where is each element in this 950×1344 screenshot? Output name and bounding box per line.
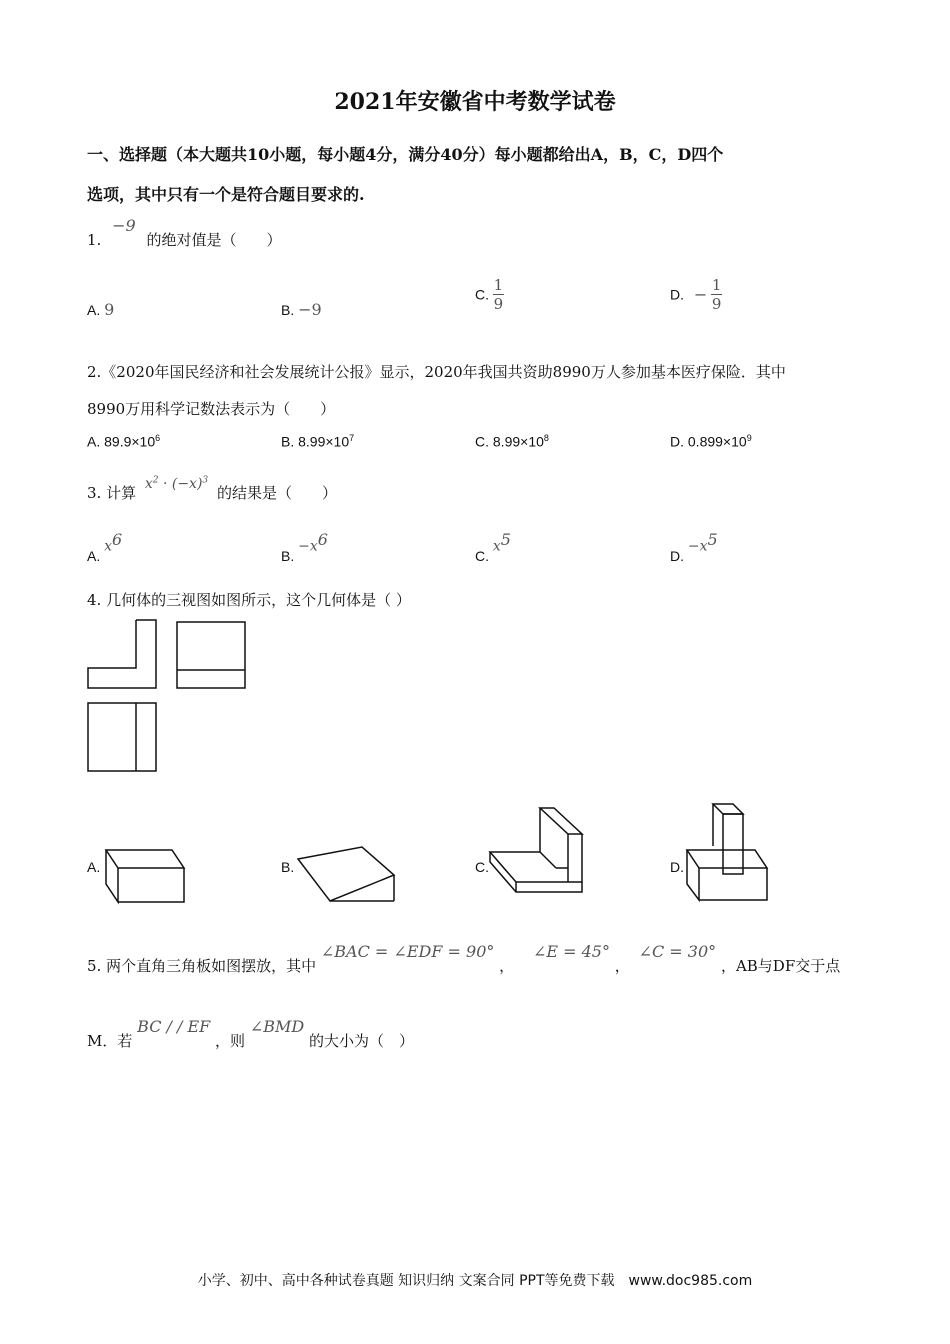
- option-label: B.: [281, 302, 295, 318]
- option-label: D.: [670, 547, 684, 564]
- top-view-figure: [86, 701, 158, 773]
- minus-sign: −: [693, 285, 708, 304]
- numerator: 1: [493, 276, 504, 294]
- section-header-line1: 一、选择题（本大题共10小题，每小题4分，满分40分）每小题都给出A，B，C，D四个: [87, 145, 724, 164]
- option-exponent: 6: [155, 433, 161, 443]
- option-base: −x: [687, 538, 708, 555]
- option-exponent: 6: [317, 530, 328, 549]
- separator: ，: [614, 957, 630, 975]
- option-label: B.: [281, 433, 295, 450]
- q1-option-d: [670, 276, 722, 313]
- option-label: C.: [475, 547, 489, 564]
- fraction: [711, 276, 722, 313]
- question-text: M．若: [87, 1032, 133, 1050]
- question-5-line2: [87, 1017, 415, 1051]
- denominator: 9: [493, 295, 504, 313]
- option-exponent: 5: [707, 530, 718, 549]
- expr-base: x: [144, 476, 153, 492]
- page-title: 2021年安徽省中考数学试卷: [334, 89, 616, 115]
- option-value: 9: [104, 300, 115, 319]
- option-label: D.: [670, 433, 684, 450]
- option-base: 8.99×10: [298, 433, 350, 450]
- q1-option-a: [87, 300, 114, 319]
- q2-option-d: [670, 433, 752, 450]
- side-view-figure: [175, 620, 247, 690]
- q4-option-b-label: B.: [281, 859, 295, 875]
- parallel-condition: BC / / EF: [137, 1017, 211, 1036]
- option-base: 0.899×10: [687, 433, 747, 450]
- q2-option-b: [281, 433, 354, 450]
- q3-option-a: [87, 530, 123, 564]
- question-text: ，则: [215, 1032, 246, 1050]
- question-text: 5. 两个直角三角板如图摆放，其中: [87, 957, 317, 975]
- option-label: D.: [670, 286, 684, 303]
- option-base: 8.99×10: [492, 433, 544, 450]
- question-number: 1.: [87, 231, 102, 249]
- question-text: 的大小为（ ）: [309, 1032, 415, 1050]
- question-text: 的结果是（ ）: [216, 484, 337, 502]
- option-exponent: 8: [543, 433, 549, 443]
- q3-option-c: [475, 530, 511, 564]
- option-exponent: 9: [746, 433, 752, 443]
- front-view-figure: [86, 618, 158, 690]
- option-value: −9: [298, 300, 322, 319]
- denominator: 9: [711, 295, 722, 313]
- question-text: ，AB与DF交于点: [720, 957, 841, 975]
- question-text: 的绝对值是（ ）: [146, 231, 282, 249]
- question-3: [87, 475, 337, 503]
- expr-middle: · (−x): [158, 476, 203, 492]
- question-4: 4. 几何体的三视图如图所示，这个几何体是（ ）: [87, 591, 411, 609]
- math-expression: −9: [112, 216, 136, 235]
- q2-option-a: [87, 433, 160, 450]
- angle-condition: ∠C = 30°: [638, 942, 717, 961]
- q4-option-c-label: C.: [475, 859, 489, 875]
- section-header-line2: 选项，其中只有一个是符合题目要求的.: [87, 185, 365, 204]
- option-base: −x: [298, 538, 318, 555]
- expr-exponent: 2: [152, 475, 159, 486]
- option-exponent: 7: [349, 433, 355, 443]
- q1-option-c: [475, 276, 504, 313]
- option-exponent: 5: [500, 530, 511, 549]
- option-base: x: [104, 538, 113, 555]
- math-expression: [145, 476, 208, 492]
- numerator: 1: [711, 276, 722, 294]
- page-footer: 小学、初中、高中各种试卷真题 知识归纳 文案合同 PPT等免费下载 www.doc985.com: [197, 1273, 753, 1289]
- option-base: x: [492, 538, 501, 555]
- q2-option-c: [475, 433, 549, 450]
- q3-option-d: [670, 530, 718, 564]
- option-label: B.: [281, 547, 295, 564]
- option-base: 89.9×10: [104, 433, 156, 450]
- separator: ，: [499, 957, 515, 975]
- q4-option-a-label: A.: [87, 859, 101, 875]
- q3-option-b: [281, 530, 328, 564]
- angle-condition: ∠E = 45°: [532, 942, 610, 961]
- fraction: [493, 276, 504, 313]
- option-label: A.: [87, 433, 101, 450]
- option-label: A.: [87, 547, 101, 564]
- option-label: C.: [475, 286, 489, 303]
- option-a-solid-figure: [104, 848, 186, 906]
- q4-option-d-label: D.: [670, 859, 684, 875]
- option-c-l-shape-figure: [488, 806, 588, 906]
- q1-option-b: [281, 300, 322, 319]
- question-1: [87, 216, 282, 250]
- option-d-pillar-on-slab-figure: [685, 802, 771, 904]
- option-b-wedge-figure: [296, 845, 396, 905]
- option-label: C.: [475, 433, 489, 450]
- question-5-line1: [87, 942, 841, 976]
- question-text: 3. 计算: [87, 484, 137, 502]
- option-label: A.: [87, 302, 101, 318]
- expr-exponent: 3: [202, 475, 209, 486]
- question-2-line1: 2.《2020年国民经济和社会发展统计公报》显示，2020年我国共资助8990万人参加基本医疗保险．其中: [87, 363, 786, 381]
- option-exponent: 6: [112, 530, 123, 549]
- question-2-line2: 8990万用科学记数法表示为（ ）: [87, 400, 336, 418]
- angle-condition: ∠BAC = ∠EDF = 90°: [320, 942, 495, 961]
- angle-expression: ∠BMD: [249, 1017, 305, 1036]
